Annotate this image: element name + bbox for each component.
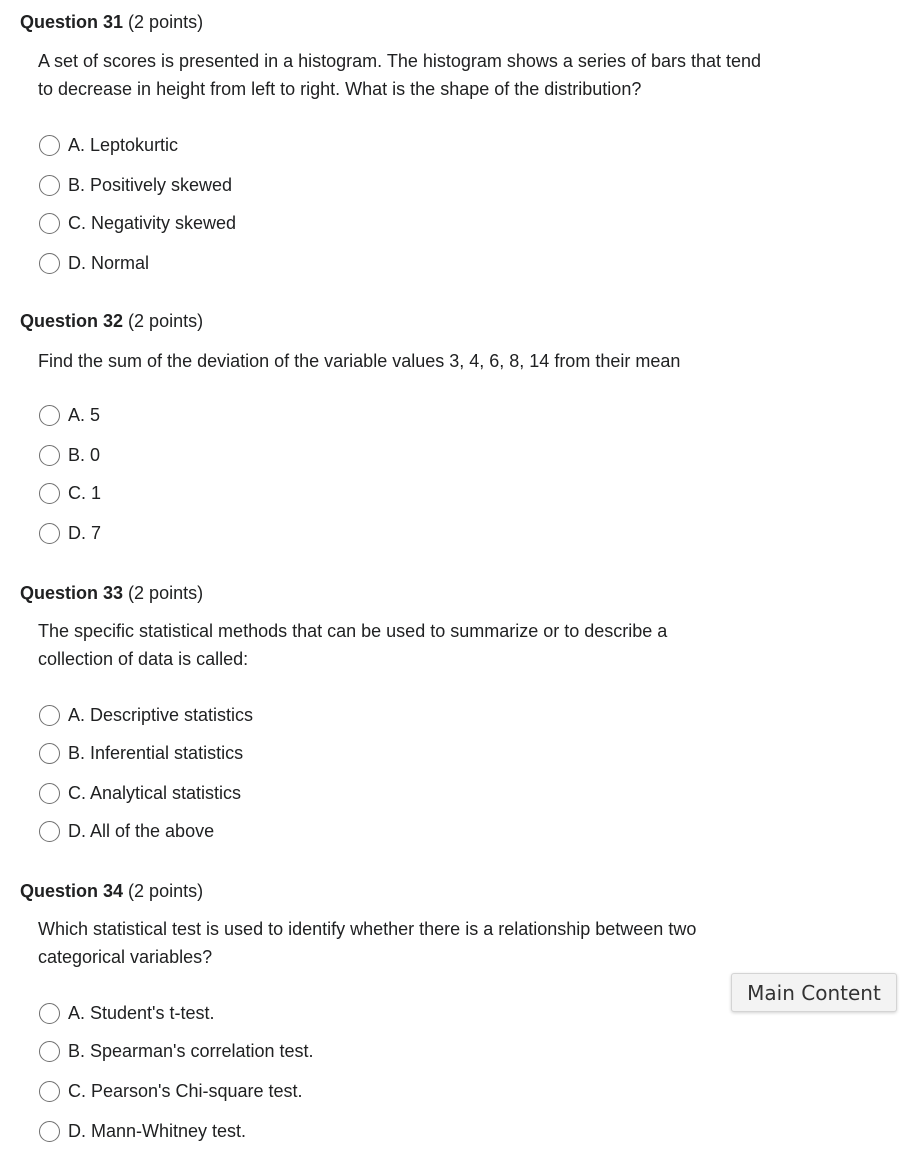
question-title: Question 32	[20, 311, 124, 331]
option-label: A. 5	[68, 404, 101, 425]
answer-option-b[interactable]	[39, 172, 232, 198]
answer-option-a[interactable]	[39, 1000, 215, 1026]
question-title: Question 34	[20, 881, 124, 901]
option-label: A. Descriptive statistics	[68, 704, 254, 725]
question-text: Which statistical test is used to identify whether there is a relationship between two categorical variables?	[38, 919, 697, 967]
question-header	[20, 10, 203, 34]
question-header	[20, 309, 203, 333]
radio-button[interactable]	[39, 1003, 60, 1024]
radio-button[interactable]	[39, 445, 60, 466]
radio-button[interactable]	[39, 783, 60, 804]
option-label: B. Spearman's correlation test.	[68, 1040, 314, 1061]
main-content-button[interactable]: Main Content	[731, 973, 897, 1012]
answer-option-d[interactable]	[39, 250, 149, 276]
option-label: C. 1	[68, 482, 102, 503]
answer-option-a[interactable]	[39, 132, 178, 158]
answer-option-a[interactable]	[39, 702, 253, 728]
question-points: (2 points)	[128, 12, 204, 32]
question-text: The specific statistical methods that can be used to summarize or to describe a collection of data is called:	[38, 621, 668, 669]
question-title: Question 31	[20, 12, 124, 32]
answer-option-c[interactable]	[39, 1078, 303, 1104]
radio-button[interactable]	[39, 405, 60, 426]
radio-button[interactable]	[39, 175, 60, 196]
answer-option-d[interactable]	[39, 520, 101, 546]
radio-button[interactable]	[39, 135, 60, 156]
answer-option-d[interactable]	[39, 818, 214, 844]
radio-button[interactable]	[39, 1041, 60, 1062]
question-title: Question 33	[20, 583, 124, 603]
answer-option-a[interactable]	[39, 402, 100, 428]
answer-option-d[interactable]	[39, 1118, 246, 1144]
answer-option-b[interactable]	[39, 740, 243, 766]
answer-option-c[interactable]	[39, 480, 101, 506]
radio-button[interactable]	[39, 213, 60, 234]
option-label: D. All of the above	[68, 820, 215, 841]
option-label: B. Inferential statistics	[68, 742, 244, 763]
answer-option-c[interactable]	[39, 780, 241, 806]
radio-button[interactable]	[39, 483, 60, 504]
option-label: B. 0	[68, 444, 101, 465]
radio-button[interactable]	[39, 1121, 60, 1142]
option-label: A. Leptokurtic	[68, 134, 179, 155]
option-label: C. Negativity skewed	[68, 212, 237, 233]
radio-button[interactable]	[39, 1081, 60, 1102]
option-label: D. Mann-Whitney test.	[68, 1120, 247, 1141]
answer-option-b[interactable]	[39, 442, 100, 468]
option-label: C. Analytical statistics	[68, 782, 242, 803]
option-label: D. Normal	[68, 252, 150, 273]
question-header	[20, 581, 203, 605]
question-text: A set of scores is presented in a histogram. The histogram shows a series of bars that tend to decrease in height from left to right. What is the shape of the distribution?	[38, 51, 762, 99]
question-text: Find the sum of the deviation of the variable values 3, 4, 6, 8, 14 from their mean	[38, 351, 681, 371]
radio-button[interactable]	[39, 705, 60, 726]
answer-option-b[interactable]	[39, 1038, 314, 1064]
option-label: B. Positively skewed	[68, 174, 233, 195]
question-header	[20, 879, 203, 903]
option-label: A. Student's t-test.	[68, 1002, 215, 1023]
radio-button[interactable]	[39, 821, 60, 842]
option-label: D. 7	[68, 522, 102, 543]
answer-option-c[interactable]	[39, 210, 236, 236]
question-points: (2 points)	[128, 311, 204, 331]
radio-button[interactable]	[39, 523, 60, 544]
radio-button[interactable]	[39, 743, 60, 764]
question-points: (2 points)	[128, 881, 204, 901]
radio-button[interactable]	[39, 253, 60, 274]
option-label: C. Pearson's Chi-square test.	[68, 1080, 303, 1101]
question-points: (2 points)	[128, 583, 204, 603]
